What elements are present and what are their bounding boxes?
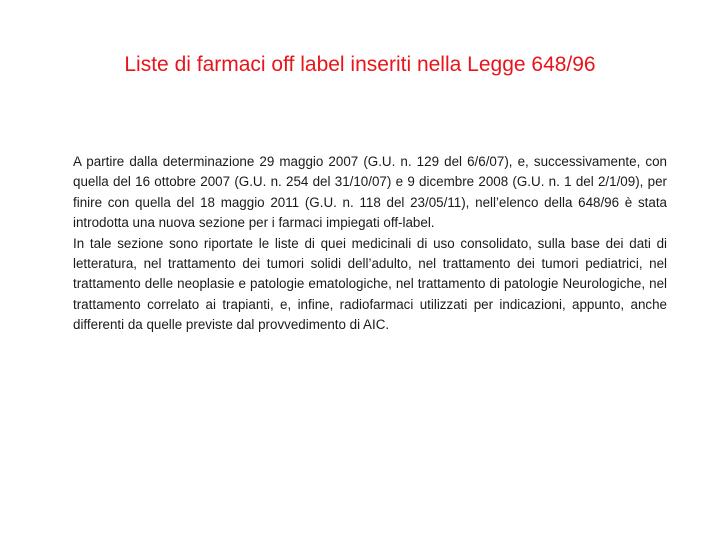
paragraph-sezione-liste: In tale sezione sono riportate le liste di quei medicinali di uso consolidato, sulla base dei dati di letteratura, nel trattamento dei tumori solidi dell’adulto, nel trattamento dei tumori pediatrici, nel trattamento delle neoplasie e patologie ematologiche, nel trattamento di patologie Neurologiche, nel trattamento correlato ai trapianti, e, infine, radiofarmaci utilizzati per indicazioni, appunto, anche differenti da quelle previste dal provvedimento di AIC.: [73, 235, 667, 333]
paragraph-determinazioni: A partire dalla determinazione 29 maggio 2007 (G.U. n. 129 del 6/6/07), e, successivamente, con quella del 16 ottobre 2007 (G.U. n. 254 del 31/10/07) e 9 dicembre 2008 (G.U. n. 1 del 2/1/09), per finire con quella del 18 maggio 2011 (G.U. n. 118 del 23/05/11), nell’elenco della 648/96 è stata introdotta una nuova sezione per i farmaci impiegati off-label.: [73, 154, 667, 231]
slide-body: [73, 152, 667, 336]
slide-title: Liste di farmaci off label inseriti nella Legge 648/96: [124, 53, 596, 76]
